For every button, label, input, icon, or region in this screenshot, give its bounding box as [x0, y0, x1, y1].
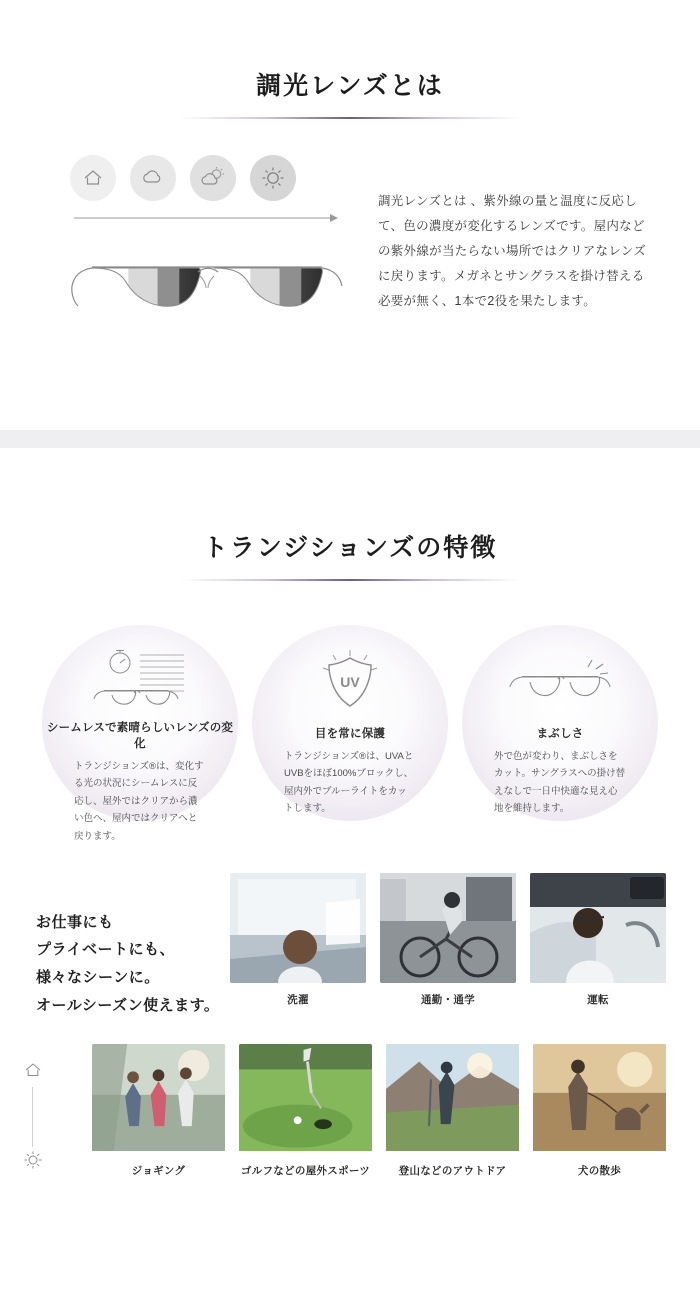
scene-cards-row2: [36, 1044, 666, 1178]
glare-glasses-icon: [500, 647, 620, 719]
scene-driving: [530, 873, 666, 1007]
light-scale-indicator: [10, 1058, 56, 1178]
scene-lead-line: プライベートにも、: [36, 941, 176, 959]
scene-label: ジョギング: [131, 1164, 186, 1177]
condition-icon-row: [62, 155, 360, 201]
house-icon: [70, 155, 116, 201]
section1-title-wrap: [0, 70, 700, 119]
cloud-icon: [130, 155, 176, 201]
section2-title: トランジションズの特徴: [202, 534, 498, 562]
feature-desc: トランジションズ®は、変化する光の状況にシームレスに反応し、屋外ではクリアから濃い色へ、屋内ではクリアへと戻ります。: [74, 760, 204, 842]
scene-laundry: [230, 873, 366, 1007]
house-icon: [23, 1058, 43, 1087]
scene-thumbnail: [230, 873, 366, 983]
scene-lead-line: お仕事にも: [36, 913, 114, 931]
scene-thumbnail: [530, 873, 666, 983]
scene-lead-line: 様々なシーンに。: [36, 969, 160, 986]
scene-row-1: [36, 873, 666, 1020]
scene-label: 登山などのアウトドア: [398, 1164, 507, 1177]
section1-description: 調光レンズとは 、紫外線の量と温度に反応して、色の濃度が変化するレンズです。屋内などの紫外線が当たらない場所ではクリアなレンズに戻ります。メガネとサングラスを掛け替える必要が無く、1本で2役を果たします。: [377, 193, 647, 308]
scene-thumbnail: [533, 1044, 666, 1154]
section-what-is-photochromic: [0, 0, 700, 430]
scene-thumbnail: [386, 1044, 519, 1154]
uv-shield-icon: [311, 647, 389, 719]
section-divider-band: [0, 430, 700, 448]
scene-cards-row1: [230, 873, 666, 1007]
section-transitions-features: [0, 448, 700, 1252]
title-divider: [180, 117, 520, 119]
scene-lead-text: [36, 873, 230, 1020]
section1-body: [0, 155, 700, 334]
scene-commute: [380, 873, 516, 1007]
feature-title: まぶしさ: [536, 727, 584, 740]
sun-behind-cloud-icon: [190, 155, 236, 201]
sun-icon: [22, 1147, 44, 1178]
feature-circle-glare: [462, 625, 658, 821]
svg-text:UV: UV: [340, 673, 360, 690]
scene-golf: [239, 1044, 372, 1178]
scene-label: 通勤・通学: [421, 993, 475, 1006]
sun-icon: [250, 155, 296, 201]
scene-label: 運転: [587, 993, 609, 1006]
scene-dogwalk: [533, 1044, 666, 1178]
feature-circle-uv-protection: [252, 625, 448, 821]
feature-circle-list: [0, 625, 700, 842]
page-title: 調光レンズとは: [256, 72, 444, 100]
transition-arrow: [62, 211, 360, 230]
scene-thumbnail: [239, 1044, 372, 1154]
feature-title: 目を常に保護: [314, 727, 386, 740]
glasses-illustration-column: [62, 155, 360, 334]
scene-thumbnail: [380, 873, 516, 983]
scene-label: ゴルフなどの屋外スポーツ: [240, 1164, 371, 1177]
bottom-spacer: [0, 1178, 700, 1252]
section2-title-wrap: [0, 532, 700, 581]
feature-circle-seamless: [42, 625, 238, 842]
feature-title: シームレスで素晴らしいレンズの変化: [46, 721, 234, 750]
feature-desc: 外で色が変わり、まぶしさをカット。サングラスへの掛け替えなしで一日中快適な見え心地を維持します。: [494, 750, 626, 815]
scene-jogging: [92, 1044, 225, 1178]
scene-hiking: [386, 1044, 519, 1178]
title-divider-2: [180, 579, 520, 581]
scene-gallery: [0, 873, 700, 1178]
scene-thumbnail: [92, 1044, 225, 1154]
scene-lead-line: オールシーズン使えます。: [36, 996, 220, 1014]
sunglasses-gradient-illustration: [62, 234, 360, 334]
scene-label: 犬の散歩: [577, 1164, 622, 1177]
feature-desc: トランジションズ®は、UVAとUVBをほぼ100%ブロックし、屋内外でブルーライトをカットします。: [284, 750, 414, 815]
scene-label: 洗濯: [287, 993, 309, 1006]
stopwatch-glasses-icon: [80, 647, 200, 713]
